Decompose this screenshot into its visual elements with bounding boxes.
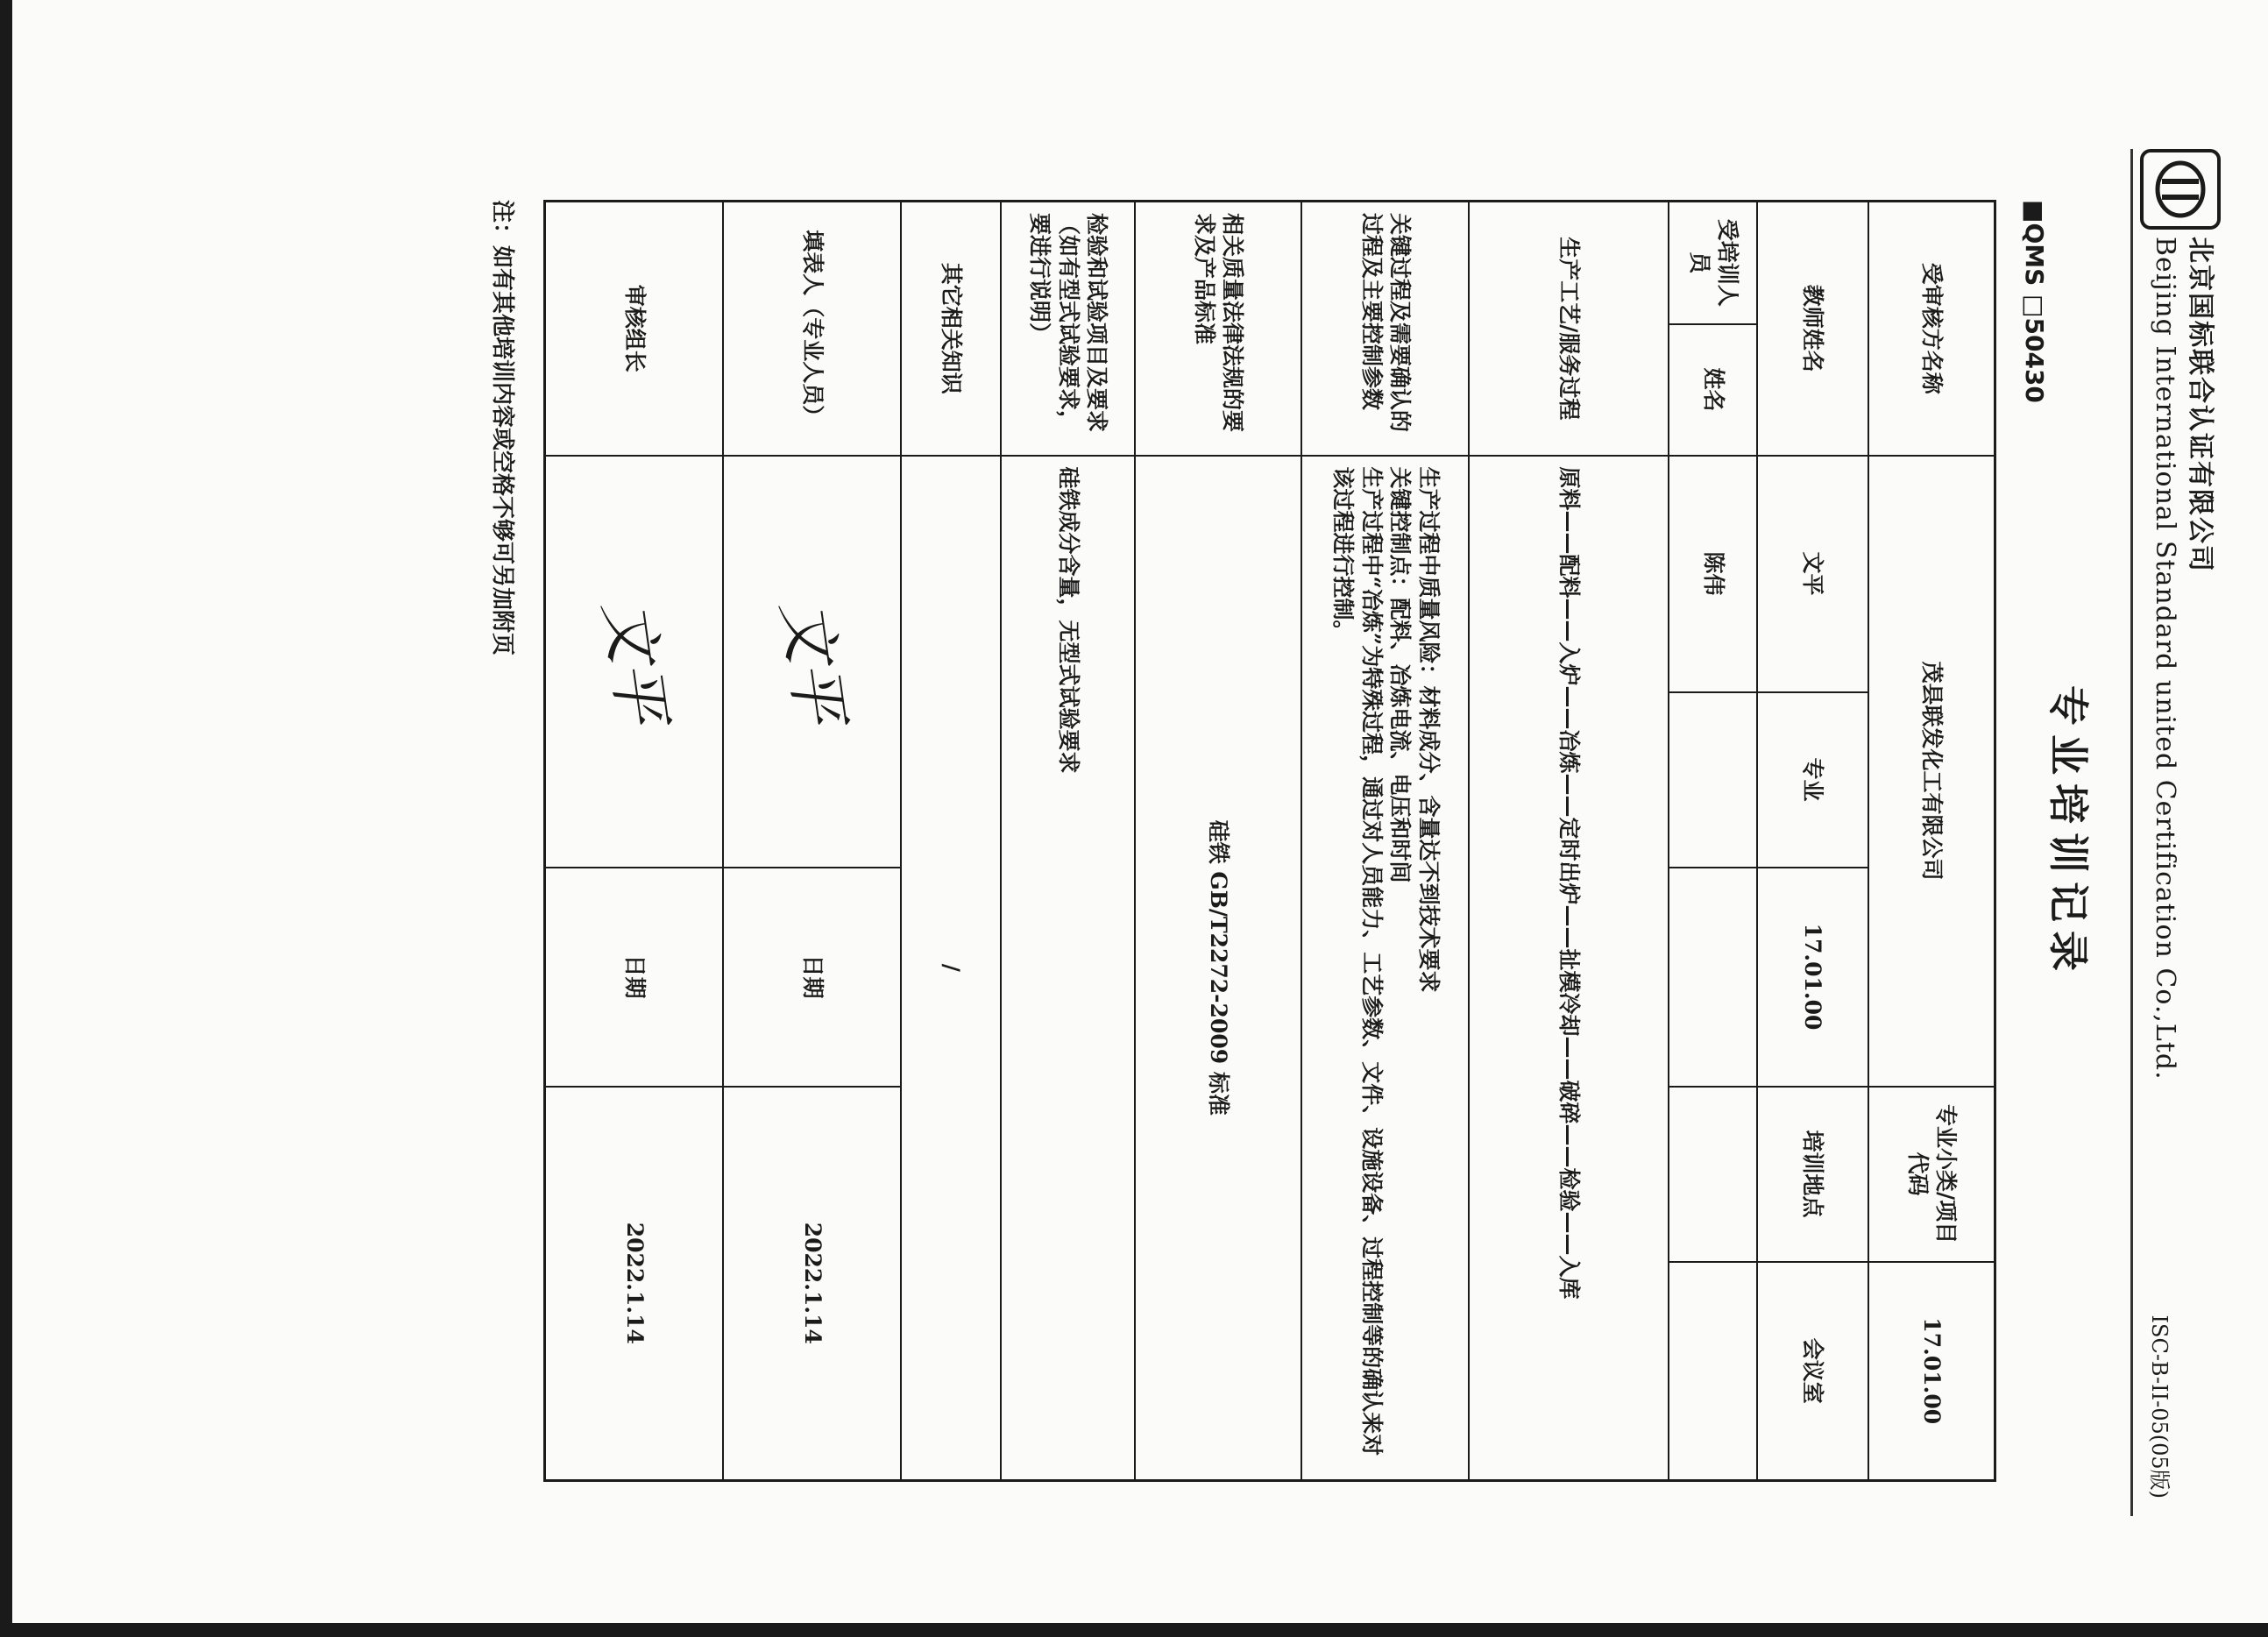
trainee-blank xyxy=(1669,692,1756,868)
rotated-document xyxy=(489,149,2249,1516)
training-record-table xyxy=(543,200,1996,1482)
header-divider xyxy=(2130,149,2133,1516)
reviewer-date-label: 日期 xyxy=(545,868,723,1087)
tests-value: 硅铁成分含量，无型式试验要求 xyxy=(1001,456,1134,1481)
key-process-value: 生产过程中质量风险：材料成分、含量达不到技术要求 关键控制点：配料、冶炼电流、电压和时间 生产过程中“冶炼”为特殊过程，通过对人员能力、工艺参数、文件、设施设备、过程控制等的确认来对该过程进行控制。 xyxy=(1301,456,1469,1481)
major-label: 专业 xyxy=(1757,692,1868,868)
name-label: 姓名 xyxy=(1669,324,1756,456)
location-value: 会议室 xyxy=(1757,1262,1868,1481)
other-knowledge-label: 其它相关知识 xyxy=(901,202,1001,456)
teacher-value: 文平 xyxy=(1757,456,1868,692)
reviewer-signature: 文平 xyxy=(545,456,723,868)
footnote: 注：如有其他培训内容或空格不够可另加附页 xyxy=(489,200,515,656)
process-value: 原料——配料——入炉——冶炼——定时出炉——扯模冷却——破碎——检验——入库 xyxy=(1469,456,1669,1481)
filler-date: 2022.1.14 xyxy=(723,1087,901,1481)
code-value: 17.01.00 xyxy=(1868,1262,1995,1481)
other-knowledge-value: / xyxy=(901,456,1001,1481)
isc-logo-icon xyxy=(2140,149,2221,230)
form-code: ISC-B-II-05(05版) xyxy=(2147,1315,2172,1499)
trainee-blank xyxy=(1669,1087,1756,1262)
trainee-blank xyxy=(1669,1262,1756,1481)
filler-signature: 文平 xyxy=(723,456,901,868)
scan-edge-bottom xyxy=(0,1623,2268,1637)
scan-edge-left xyxy=(0,0,12,1637)
major-value: 17.01.00 xyxy=(1757,868,1868,1087)
reviewer-label: 审核组长 xyxy=(545,202,723,456)
key-process-label: 关键过程及需要确认的过程及主要控制参数 xyxy=(1301,202,1469,456)
filler-label: 填表人（专业人员） xyxy=(723,202,901,456)
teacher-label: 教师姓名 xyxy=(1757,202,1868,456)
filler-date-label: 日期 xyxy=(723,868,901,1087)
tests-label: 检验和试验项目及要求（如有型式试验要求，要进行说明） xyxy=(1001,202,1134,456)
code-label: 专业小类/项目代码 xyxy=(1868,1087,1995,1262)
trainee-value: 陈伟 xyxy=(1669,456,1756,692)
reviewer-date: 2022.1.14 xyxy=(545,1087,723,1481)
standard-checkboxes: ■QMS □50430 xyxy=(2020,200,2049,403)
trainee-blank xyxy=(1669,868,1756,1087)
org-label: 受审核方名称 xyxy=(1868,202,1995,456)
company-name-cn: 北京国标联合认证有限公司 xyxy=(2185,237,2215,573)
trainee-label: 受培训人员 xyxy=(1669,202,1756,324)
regulations-label: 相关质量法律法规的要求及产品标准 xyxy=(1135,202,1302,456)
company-name-en: Beijing International Standard united Certification Co.,Ltd. xyxy=(2150,237,2180,1081)
org-value: 茂县联发化工有限公司 xyxy=(1868,456,1995,1087)
location-label: 培训地点 xyxy=(1757,1087,1868,1262)
process-label: 生产工艺/服务过程 xyxy=(1469,202,1669,456)
regulations-value: 硅铁 GB/T2272-2009 标准 xyxy=(1135,456,1302,1481)
document-title: 专业培训记录 xyxy=(2045,685,2092,980)
